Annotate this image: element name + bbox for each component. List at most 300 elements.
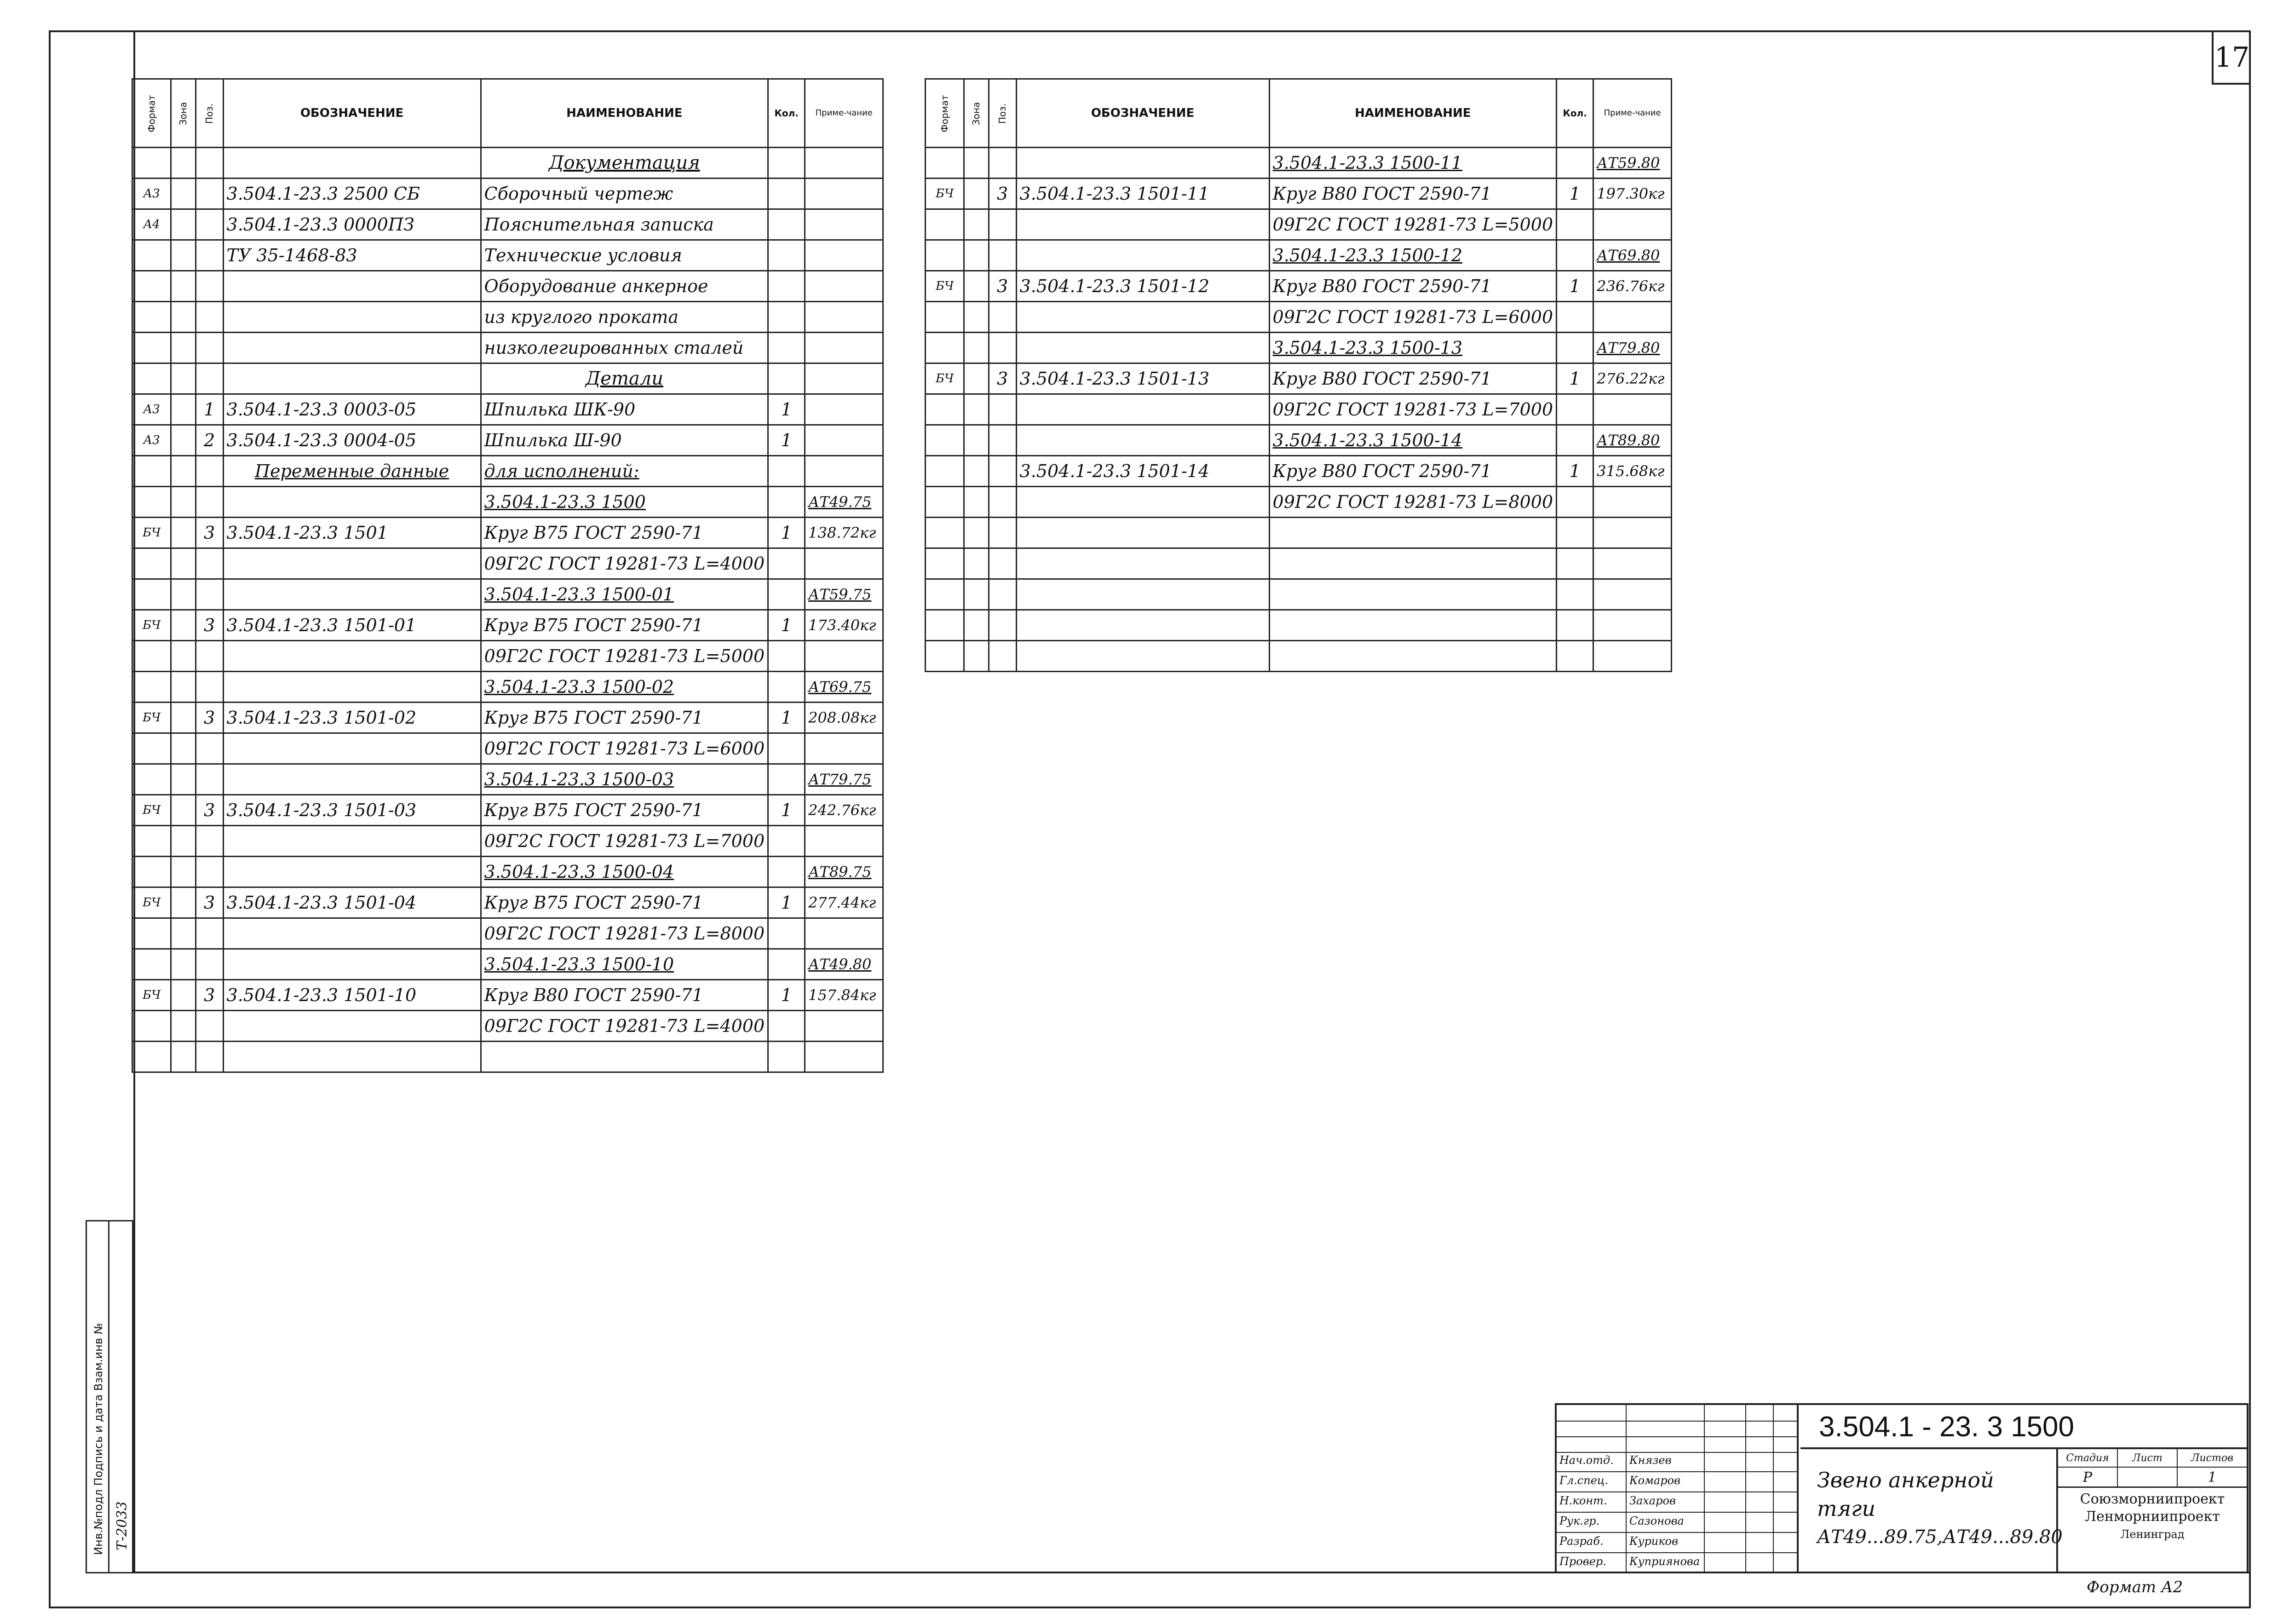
cell-designation <box>223 487 481 518</box>
table-row <box>926 240 1672 271</box>
cell-zone <box>171 887 196 918</box>
cell-designation <box>223 918 481 949</box>
table-row <box>132 795 883 826</box>
cell-zone <box>964 394 989 425</box>
cell-zone <box>171 302 196 333</box>
cell-zone <box>964 456 989 487</box>
cell-note <box>805 918 883 949</box>
cell-pos: 3 <box>196 703 223 733</box>
side-stamp-label: Инв.№подл Подпись и дата Взам.инв № <box>92 1323 105 1555</box>
cell-pos: 3 <box>196 980 223 1011</box>
cell-pos: 2 <box>196 425 223 456</box>
cell-qty: 1 <box>1557 363 1593 394</box>
signature-role: Гл.спец. <box>1559 1474 1609 1487</box>
cell-note: 173.40кг <box>805 610 883 641</box>
signature-name: Захаров <box>1629 1494 1676 1507</box>
cell-fmt <box>926 610 964 641</box>
table-row <box>926 394 1672 425</box>
cell-note <box>805 1042 883 1072</box>
cell-note: 242.76кг <box>805 795 883 826</box>
table-row <box>132 394 883 425</box>
cell-designation: 3.504.1-23.3 1501-04 <box>223 887 481 918</box>
cell-fmt: БЧ <box>926 179 964 209</box>
cell-note <box>805 240 883 271</box>
cell-qty: 1 <box>768 703 805 733</box>
cell-name: Технические условия <box>481 240 768 271</box>
cell-qty: 1 <box>768 795 805 826</box>
cell-note <box>1593 487 1672 518</box>
cell-zone <box>964 641 989 672</box>
cell-note <box>1593 302 1672 333</box>
cell-fmt <box>926 579 964 610</box>
cell-pos <box>196 271 223 302</box>
cell-fmt <box>926 302 964 333</box>
cell-zone <box>171 1042 196 1072</box>
cell-qty <box>768 333 805 363</box>
cell-zone <box>171 271 196 302</box>
table-row <box>132 179 883 209</box>
table-row <box>926 271 1672 302</box>
cell-fmt <box>926 240 964 271</box>
cell-qty: 1 <box>768 980 805 1011</box>
cell-note <box>1593 641 1672 672</box>
cell-qty <box>1557 579 1593 610</box>
signature-role: Н.конт. <box>1559 1494 1607 1507</box>
cell-designation <box>1016 425 1269 456</box>
cell-designation <box>223 949 481 980</box>
cell-fmt <box>132 548 171 579</box>
table-row <box>132 764 883 795</box>
cell-name: Круг В75 ГОСТ 2590-71 <box>481 703 768 733</box>
cell-zone <box>171 703 196 733</box>
cell-zone <box>964 487 989 518</box>
cell-name: 09Г2С ГОСТ 19281-73 L=7000 <box>481 826 768 857</box>
cell-note: 236.76кг <box>1593 271 1672 302</box>
cell-note <box>1593 548 1672 579</box>
cell-designation: 3.504.1-23.3 1501-01 <box>223 610 481 641</box>
cell-qty <box>768 148 805 179</box>
cell-pos: 3 <box>989 271 1016 302</box>
cell-fmt <box>132 672 171 703</box>
cell-zone <box>964 148 989 179</box>
cell-designation: 3.504.1-23.3 0004-05 <box>223 425 481 456</box>
cell-pos <box>989 209 1016 240</box>
cell-fmt <box>926 333 964 363</box>
cell-note <box>805 394 883 425</box>
cell-designation <box>223 1011 481 1042</box>
cell-note <box>805 363 883 394</box>
cell-name <box>1269 548 1557 579</box>
cell-designation <box>223 764 481 795</box>
cell-name: Круг В75 ГОСТ 2590-71 <box>481 518 768 548</box>
cell-designation <box>223 857 481 887</box>
cell-pos <box>196 487 223 518</box>
cell-qty: 1 <box>768 518 805 548</box>
cell-qty: 1 <box>1557 271 1593 302</box>
cell-fmt <box>132 733 171 764</box>
cell-qty <box>768 857 805 887</box>
spec-table-right <box>925 78 1672 672</box>
cell-designation: 3.504.1-23.3 1501-14 <box>1016 456 1269 487</box>
cell-note <box>805 302 883 333</box>
cell-designation: 3.504.1-23.3 1501-10 <box>223 980 481 1011</box>
cell-name: 09Г2С ГОСТ 19281-73 L=4000 <box>481 1011 768 1042</box>
cell-pos: 3 <box>196 518 223 548</box>
cell-pos <box>196 826 223 857</box>
cell-fmt <box>132 148 171 179</box>
cell-name: из круглого проката <box>481 302 768 333</box>
cell-name: 3.504.1-23.3 1500-11 <box>1269 148 1557 179</box>
cell-name: Круг В80 ГОСТ 2590-71 <box>481 980 768 1011</box>
document-code: 3.504.1 - 23. 3 1500 <box>1800 1405 2247 1449</box>
sheet-number: 17 <box>2212 32 2250 85</box>
cell-fmt <box>132 333 171 363</box>
col-designation: ОБОЗНАЧЕНИЕ <box>1016 79 1269 148</box>
cell-name <box>1269 579 1557 610</box>
cell-note: 157.84кг <box>805 980 883 1011</box>
cell-pos <box>989 610 1016 641</box>
cell-name: Круг В80 ГОСТ 2590-71 <box>1269 456 1557 487</box>
table-row <box>132 641 883 672</box>
cell-pos <box>989 333 1016 363</box>
cell-name: 3.504.1-23.3 1500-01 <box>481 579 768 610</box>
cell-name <box>481 1042 768 1072</box>
cell-zone <box>171 456 196 487</box>
cell-pos <box>196 918 223 949</box>
cell-pos: 3 <box>196 795 223 826</box>
table-row <box>926 518 1672 548</box>
cell-zone <box>964 610 989 641</box>
cell-designation <box>1016 302 1269 333</box>
cell-note <box>805 641 883 672</box>
cell-qty <box>1557 302 1593 333</box>
table-row <box>132 579 883 610</box>
table-row <box>132 918 883 949</box>
cell-pos: 1 <box>196 394 223 425</box>
table-row <box>926 548 1672 579</box>
cell-qty <box>768 487 805 518</box>
cell-pos: 3 <box>989 363 1016 394</box>
cell-qty <box>768 363 805 394</box>
cell-pos <box>196 641 223 672</box>
cell-note: 197.30кг <box>1593 179 1672 209</box>
organization <box>2058 1491 2247 1543</box>
cell-note <box>805 209 883 240</box>
cell-designation <box>223 363 481 394</box>
table-row <box>132 456 883 487</box>
cell-qty <box>1557 548 1593 579</box>
signature-role: Рук.гр. <box>1559 1515 1600 1527</box>
cell-name: 09Г2С ГОСТ 19281-73 L=5000 <box>1269 209 1557 240</box>
cell-note <box>805 333 883 363</box>
cell-pos <box>196 548 223 579</box>
cell-qty: 1 <box>768 394 805 425</box>
cell-designation <box>1016 394 1269 425</box>
cell-name: низколегированных сталей <box>481 333 768 363</box>
table-row <box>132 949 883 980</box>
signature-name: Князев <box>1629 1454 1672 1467</box>
cell-name: 09Г2С ГОСТ 19281-73 L=8000 <box>481 918 768 949</box>
cell-fmt <box>926 548 964 579</box>
cell-zone <box>964 363 989 394</box>
cell-name: 09Г2С ГОСТ 19281-73 L=7000 <box>1269 394 1557 425</box>
cell-note <box>805 733 883 764</box>
table-row <box>926 333 1672 363</box>
signature-role: Провер. <box>1559 1555 1606 1568</box>
side-stamp-value: Т-2033 <box>114 1501 130 1550</box>
cell-qty <box>1557 425 1593 456</box>
cell-qty <box>768 949 805 980</box>
cell-qty <box>1557 394 1593 425</box>
table-row <box>132 610 883 641</box>
sheet-label: Лист <box>2118 1449 2178 1468</box>
cell-fmt: БЧ <box>926 271 964 302</box>
sheets-value: 1 <box>2178 1468 2247 1488</box>
cell-designation: 3.504.1-23.3 1501 <box>223 518 481 548</box>
cell-fmt <box>926 148 964 179</box>
cell-fmt <box>132 1011 171 1042</box>
cell-pos <box>196 672 223 703</box>
cell-zone <box>964 548 989 579</box>
cell-pos <box>196 579 223 610</box>
cell-zone <box>171 425 196 456</box>
cell-qty <box>1557 209 1593 240</box>
cell-pos <box>989 487 1016 518</box>
cell-fmt <box>926 641 964 672</box>
col-pos: Поз. <box>196 79 223 148</box>
cell-designation: 3.504.1-23.3 0000ПЗ <box>223 209 481 240</box>
table-row <box>132 425 883 456</box>
cell-fmt: А3 <box>132 425 171 456</box>
cell-designation: 3.504.1-23.3 1501-11 <box>1016 179 1269 209</box>
cell-designation <box>1016 518 1269 548</box>
col-designation: ОБОЗНАЧЕНИЕ <box>223 79 481 148</box>
cell-designation: 3.504.1-23.3 1501-03 <box>223 795 481 826</box>
cell-note: АТ79.80 <box>1593 333 1672 363</box>
cell-fmt: БЧ <box>132 518 171 548</box>
cell-designation <box>223 148 481 179</box>
cell-designation <box>223 333 481 363</box>
col-format: Формат <box>926 79 964 148</box>
cell-name: 3.504.1-23.3 1500-03 <box>481 764 768 795</box>
cell-fmt <box>132 949 171 980</box>
table-row <box>132 302 883 333</box>
cell-name: 3.504.1-23.3 1500 <box>481 487 768 518</box>
cell-qty <box>768 456 805 487</box>
cell-fmt: А4 <box>132 209 171 240</box>
cell-zone <box>171 394 196 425</box>
table-row <box>926 148 1672 179</box>
cell-zone <box>171 579 196 610</box>
cell-qty <box>1557 641 1593 672</box>
cell-qty <box>768 1011 805 1042</box>
cell-designation <box>1016 487 1269 518</box>
cell-qty <box>768 733 805 764</box>
cell-fmt <box>132 302 171 333</box>
title-block <box>1555 1403 2249 1573</box>
cell-note: 315.68кг <box>1593 456 1672 487</box>
cell-zone <box>171 333 196 363</box>
cell-note: АТ69.80 <box>1593 240 1672 271</box>
cell-designation <box>1016 548 1269 579</box>
cell-note: АТ49.75 <box>805 487 883 518</box>
col-qty: Кол. <box>1557 79 1593 148</box>
cell-name: 3.504.1-23.3 1500-04 <box>481 857 768 887</box>
cell-designation: 3.504.1-23.3 0003-05 <box>223 394 481 425</box>
cell-note <box>805 425 883 456</box>
cell-qty <box>768 764 805 795</box>
cell-qty <box>1557 518 1593 548</box>
cell-designation <box>223 302 481 333</box>
cell-note: АТ89.80 <box>1593 425 1672 456</box>
cell-zone <box>171 980 196 1011</box>
cell-fmt: А3 <box>132 179 171 209</box>
cell-zone <box>171 918 196 949</box>
cell-note <box>1593 209 1672 240</box>
cell-name: Шпилька Ш-90 <box>481 425 768 456</box>
cell-name: 3.504.1-23.3 1500-14 <box>1269 425 1557 456</box>
cell-note <box>805 826 883 857</box>
col-zone: Зона <box>964 79 989 148</box>
table-row <box>926 487 1672 518</box>
cell-designation <box>223 271 481 302</box>
table-row <box>926 610 1672 641</box>
table-row <box>926 179 1672 209</box>
cell-zone <box>964 209 989 240</box>
cell-pos <box>196 456 223 487</box>
cell-zone <box>964 302 989 333</box>
cell-fmt <box>132 826 171 857</box>
cell-designation <box>1016 148 1269 179</box>
cell-zone <box>171 548 196 579</box>
cell-pos <box>989 641 1016 672</box>
cell-qty <box>768 672 805 703</box>
table-row <box>132 548 883 579</box>
cell-name <box>1269 610 1557 641</box>
signature-grid <box>1557 1405 1799 1572</box>
table-row <box>132 703 883 733</box>
cell-designation <box>1016 641 1269 672</box>
cell-designation <box>1016 579 1269 610</box>
table-row <box>132 672 883 703</box>
stage-label: Стадия <box>2058 1449 2118 1468</box>
cell-name: 3.504.1-23.3 1500-13 <box>1269 333 1557 363</box>
table-row <box>132 826 883 857</box>
table-row <box>132 209 883 240</box>
org-line-1: Союзморниипроект <box>2080 1491 2225 1507</box>
cell-qty <box>768 1042 805 1072</box>
cell-zone <box>171 857 196 887</box>
cell-pos <box>989 302 1016 333</box>
cell-note <box>805 148 883 179</box>
cell-note <box>1593 518 1672 548</box>
cell-name: 09Г2С ГОСТ 19281-73 L=8000 <box>1269 487 1557 518</box>
table-row <box>132 271 883 302</box>
cell-fmt <box>132 240 171 271</box>
table-row <box>926 456 1672 487</box>
cell-designation <box>1016 240 1269 271</box>
cell-name: Сборочный чертеж <box>481 179 768 209</box>
title-meta <box>2058 1449 2247 1572</box>
cell-fmt <box>926 456 964 487</box>
table-row <box>132 333 883 363</box>
cell-fmt <box>132 1042 171 1072</box>
table-row <box>132 1011 883 1042</box>
cell-qty <box>768 179 805 209</box>
cell-fmt <box>926 209 964 240</box>
cell-name: 09Г2С ГОСТ 19281-73 L=6000 <box>481 733 768 764</box>
cell-zone <box>171 949 196 980</box>
cell-fmt: БЧ <box>132 703 171 733</box>
table-row <box>926 641 1672 672</box>
title-line-1: Звено анкерной тяги <box>1817 1468 1994 1521</box>
cell-qty: 1 <box>768 425 805 456</box>
cell-zone <box>171 795 196 826</box>
cell-fmt: БЧ <box>132 980 171 1011</box>
cell-pos: 3 <box>196 887 223 918</box>
cell-note: 276.22кг <box>1593 363 1672 394</box>
cell-qty <box>768 548 805 579</box>
cell-fmt: БЧ <box>132 887 171 918</box>
signature-name: Куприянова <box>1629 1555 1700 1568</box>
cell-note: АТ49.80 <box>805 949 883 980</box>
cell-zone <box>964 333 989 363</box>
cell-designation: 3.504.1-23.3 1501-12 <box>1016 271 1269 302</box>
cell-name: 3.504.1-23.3 1500-02 <box>481 672 768 703</box>
col-note: Приме-чание <box>1593 79 1672 148</box>
cell-qty: 1 <box>768 887 805 918</box>
cell-pos <box>196 857 223 887</box>
cell-pos <box>196 240 223 271</box>
cell-pos <box>989 548 1016 579</box>
cell-zone <box>171 641 196 672</box>
cell-designation <box>223 548 481 579</box>
signature-name: Куриков <box>1629 1535 1679 1548</box>
table-row <box>132 1042 883 1072</box>
table-row <box>926 579 1672 610</box>
cell-fmt <box>132 363 171 394</box>
cell-pos <box>989 394 1016 425</box>
cell-name: Документация <box>481 148 768 179</box>
cell-designation <box>223 826 481 857</box>
format-label: Формат А2 <box>2087 1578 2183 1596</box>
cell-name: Круг В75 ГОСТ 2590-71 <box>481 887 768 918</box>
cell-name: Детали <box>481 363 768 394</box>
cell-zone <box>171 764 196 795</box>
cell-zone <box>964 518 989 548</box>
cell-designation: 3.504.1-23.3 1501-13 <box>1016 363 1269 394</box>
cell-pos <box>989 456 1016 487</box>
table-row <box>926 363 1672 394</box>
cell-fmt: БЧ <box>132 795 171 826</box>
table-row <box>132 240 883 271</box>
cell-fmt <box>132 456 171 487</box>
cell-pos: 3 <box>989 179 1016 209</box>
cell-name: 09Г2С ГОСТ 19281-73 L=5000 <box>481 641 768 672</box>
cell-note: АТ59.80 <box>1593 148 1672 179</box>
cell-fmt <box>132 857 171 887</box>
cell-pos <box>196 333 223 363</box>
cell-pos <box>196 1042 223 1072</box>
cell-note <box>805 456 883 487</box>
stage-value: Р <box>2058 1468 2118 1488</box>
cell-note: АТ89.75 <box>805 857 883 887</box>
cell-qty <box>768 826 805 857</box>
cell-qty <box>1557 487 1593 518</box>
cell-fmt: БЧ <box>132 610 171 641</box>
cell-designation <box>1016 610 1269 641</box>
cell-fmt: А3 <box>132 394 171 425</box>
